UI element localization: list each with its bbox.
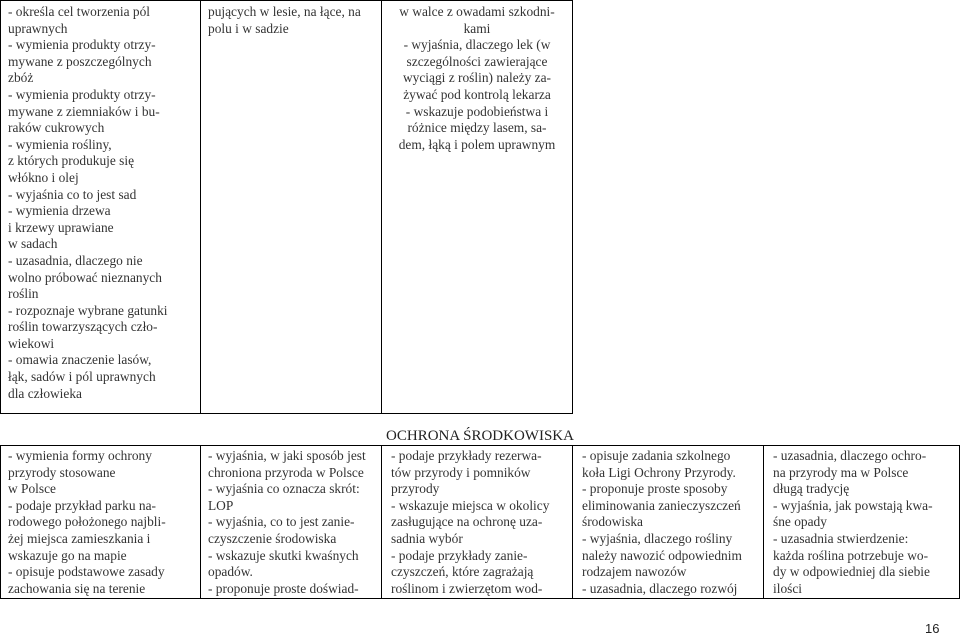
lower-cell-col5 <box>773 448 958 597</box>
cell-text-line: w walce z owadami szkodni- <box>399 4 555 19</box>
lower-divider-2 <box>381 445 382 599</box>
cell-text-line: żej miejsca zamieszkania i <box>8 530 151 546</box>
upper-divider-3 <box>572 0 573 414</box>
cell-text-line: - proponuje proste sposoby <box>582 481 728 497</box>
cell-text-line: łąk, sadów i pól uprawnych <box>8 369 156 385</box>
lower-cell-col1 <box>8 448 198 597</box>
cell-text-line: wyciągi z roślin) należy za- <box>403 70 551 86</box>
upper-cell-requirements-col1 <box>8 4 198 402</box>
lower-cell-col3 <box>391 448 571 597</box>
cell-text-line: czyszczenie środowiska <box>208 530 337 546</box>
cell-text-line: zasługujące na ochronę uza- <box>391 514 543 530</box>
cell-text-line: na przyrody ma w Polsce <box>773 464 909 480</box>
cell-text-line: - rozpoznaje wybrane gatunki <box>8 302 168 318</box>
cell-text-line: rodzajem nawozów <box>582 564 687 580</box>
cell-text-line: - wyjaśnia co oznacza skrót: <box>208 481 360 497</box>
cell-text-line: - uzasadnia stwierdzenie: <box>773 530 909 546</box>
cell-text-line: środowiska <box>582 514 643 530</box>
cell-text-line: - wskazuje skutki kwaśnych <box>208 547 359 563</box>
cell-text-line: - uzasadnia, dlaczego ochro- <box>773 448 927 463</box>
cell-text-line: z których produkuje się <box>8 153 135 169</box>
cell-text-line: czyszczeń, które zagrażają <box>391 564 534 580</box>
cell-text-line: - omawia znaczenie lasów, <box>8 352 152 368</box>
page-number: 16 <box>925 621 940 636</box>
cell-text-line: rodowego położonego najbli- <box>8 514 166 530</box>
table-top-border <box>0 0 573 1</box>
cell-text-line: - wyjaśnia, jak powstają kwa- <box>773 497 933 513</box>
cell-text-line: dy w odpowiedniej dla siebie <box>773 564 930 580</box>
cell-text-line: pujących w lesie, na łące, na <box>208 4 361 19</box>
cell-text-line: szczególności zawierające <box>406 53 548 69</box>
cell-text-line: eliminowania zanieczyszczeń <box>582 497 741 513</box>
cell-text-line: żywać pod kontrolą lekarza <box>403 86 551 102</box>
cell-text-line: - podaje przykłady zanie- <box>391 547 528 563</box>
cell-text-line: sadnia wybór <box>391 530 463 546</box>
lower-cell-col2 <box>208 448 378 597</box>
upper-divider-left <box>0 0 1 414</box>
cell-text-line: śne opady <box>773 514 827 530</box>
cell-text-line: ilości <box>773 580 803 596</box>
cell-text-line: roślin <box>8 286 39 302</box>
cell-text-line: w Polsce <box>8 481 56 497</box>
section-header: OCHRONA ŚRODKOWISKA <box>386 428 574 444</box>
lower-table-top-border <box>0 445 960 446</box>
upper-divider-2 <box>381 0 382 414</box>
cell-text-line: - wymienia produkty otrzy- <box>8 86 156 102</box>
cell-text-line: mywane z ziemniaków i bu- <box>8 103 160 119</box>
cell-text-line: koła Ligi Ochrony Przyrody. <box>582 464 736 480</box>
cell-text-line: tów przyrody i pomników <box>391 464 531 480</box>
cell-text-line: - wymienia drzewa <box>8 203 111 219</box>
upper-table-bottom-border <box>0 413 573 414</box>
cell-text-line: - wyjaśnia co to jest sad <box>8 186 137 202</box>
cell-text-line: wskazuje go na mapie <box>8 547 127 563</box>
cell-text-line: w sadach <box>8 236 58 252</box>
cell-text-line: - podaje przykłady rezerwa- <box>391 448 542 463</box>
cell-text-line: opadów. <box>208 564 253 580</box>
cell-text-line: uprawnych <box>8 20 68 36</box>
cell-text-line: - określa cel tworzenia pól <box>8 4 151 19</box>
cell-text-line: mywane z poszczególnych <box>8 53 152 69</box>
cell-text-line: dla człowieka <box>8 385 82 401</box>
cell-text-line: wolno próbować nieznanych <box>8 269 162 285</box>
cell-text-line: polu i w sadzie <box>208 20 289 36</box>
cell-text-line: - wskazuje podobieństwa i <box>405 103 549 119</box>
cell-text-line: dem, łąką i polem uprawnym <box>398 136 556 152</box>
cell-text-line: długą tradycję <box>773 481 850 497</box>
cell-text-line: LOP <box>208 497 234 513</box>
cell-text-line: zbóż <box>8 70 34 86</box>
lower-table-bottom-border <box>0 598 960 599</box>
cell-text-line: - uzasadnia, dlaczego rozwój <box>582 580 738 596</box>
cell-text-line: raków cukrowych <box>8 120 105 136</box>
cell-text-line: - proponuje proste doświad- <box>208 580 359 596</box>
cell-text-line: przyrody stosowane <box>8 464 116 480</box>
cell-text-line: włókno i olej <box>8 169 79 185</box>
cell-text-line: zachowania się na terenie <box>8 580 146 596</box>
cell-text-line: i krzewy uprawiane <box>8 219 114 235</box>
cell-text-line: - wyjaśnia, w jaki sposób jest <box>208 448 366 463</box>
lower-cell-col4 <box>582 448 762 597</box>
cell-text-line: - wyjaśnia, dlaczego rośliny <box>582 530 733 546</box>
cell-text-line: różnice między lasem, sa- <box>407 120 547 136</box>
cell-text-line: roślin towarzyszących czło- <box>8 319 158 335</box>
lower-divider-1 <box>200 445 201 599</box>
upper-divider-1 <box>200 0 201 414</box>
cell-text-line: - wymienia produkty otrzy- <box>8 37 156 53</box>
cell-text-line: każda roślina potrzebuje wo- <box>773 547 929 563</box>
cell-text-line: - wyjaśnia, dlaczego lek (w <box>403 37 551 53</box>
cell-text-line: - opisuje zadania szkolnego <box>582 448 731 463</box>
lower-divider-4 <box>763 445 764 599</box>
cell-text-line: - wymienia formy ochrony <box>8 448 152 463</box>
cell-text-line: wiekowi <box>8 335 55 351</box>
cell-text-line: - wyjaśnia, co to jest zanie- <box>208 514 355 530</box>
cell-text-line: chroniona przyroda w Polsce <box>208 464 364 480</box>
upper-cell-requirements-col3 <box>384 4 570 153</box>
cell-text-line: - podaje przykład parku na- <box>8 497 156 513</box>
cell-text-line: należy nawozić odpowiednim <box>582 547 742 563</box>
upper-cell-requirements-col2 <box>208 4 378 37</box>
cell-text-line: - opisuje podstawowe zasady <box>8 564 165 580</box>
lower-divider-3 <box>572 445 573 599</box>
cell-text-line: kami <box>463 20 491 36</box>
cell-text-line: roślinom i zwierzętom wod- <box>391 580 543 596</box>
cell-text-line: - uzasadnia, dlaczego nie <box>8 252 143 268</box>
lower-divider-left <box>0 445 1 599</box>
cell-text-line: - wymienia rośliny, <box>8 136 112 152</box>
cell-text-line: przyrody <box>391 481 440 497</box>
cell-text-line: - wskazuje miejsca w okolicy <box>391 497 550 513</box>
